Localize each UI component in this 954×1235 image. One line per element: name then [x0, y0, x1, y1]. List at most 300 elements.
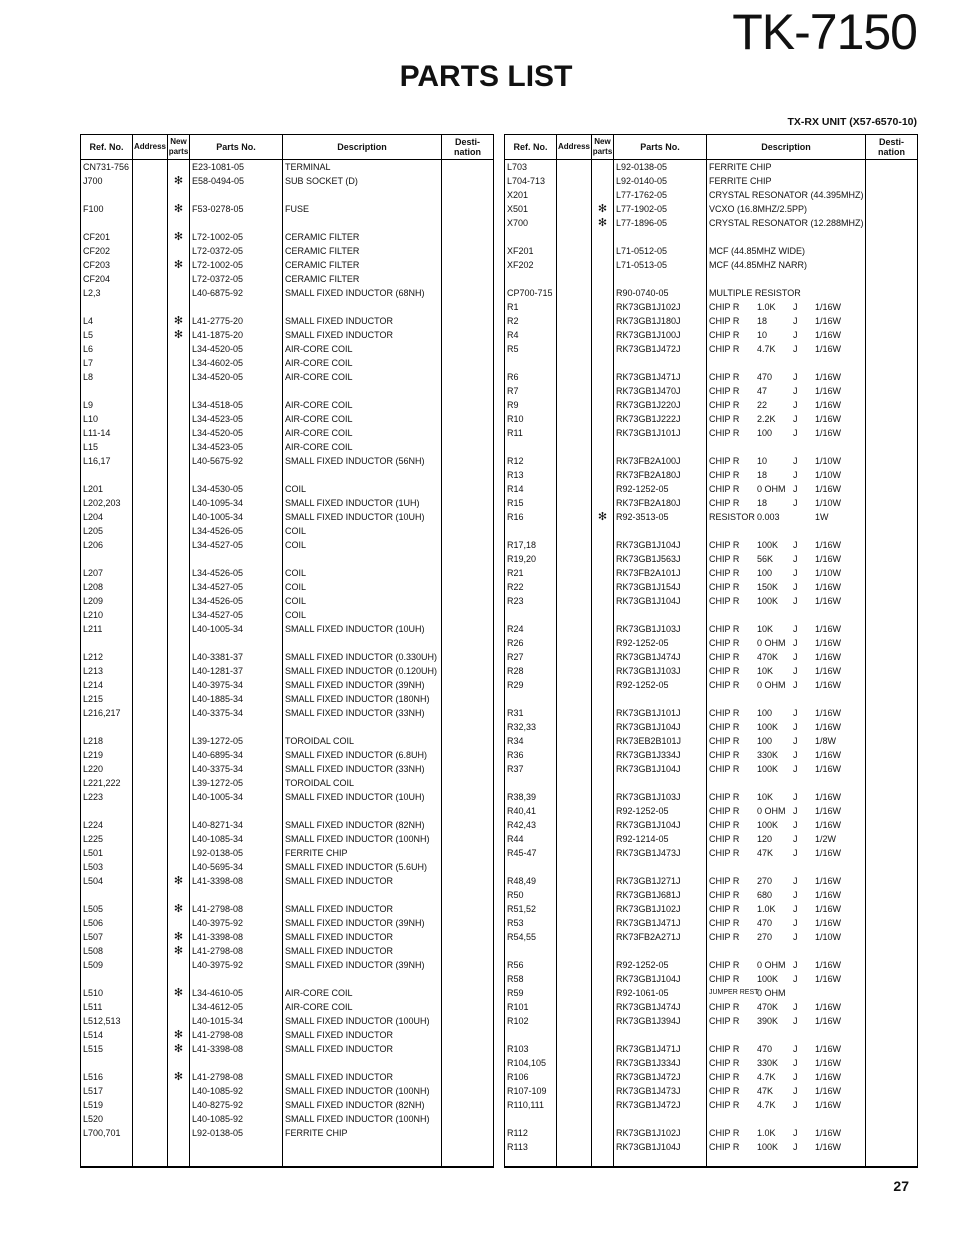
parts-no: L40-1005-34	[192, 512, 244, 522]
new-part-mark	[168, 1098, 189, 1112]
ref-no: R26	[507, 638, 524, 648]
description	[709, 538, 865, 552]
new-part-mark	[168, 762, 189, 776]
description: TOROIDAL COIL	[285, 778, 355, 788]
description: FERRITE CHIP	[709, 176, 772, 186]
description	[285, 300, 441, 314]
desc-value: 10K	[757, 792, 774, 802]
description: FERRITE CHIP	[709, 162, 772, 172]
parts-no: RK73EB2B101J	[616, 736, 682, 746]
desc-tolerance: J	[793, 386, 798, 396]
parts-no	[616, 944, 706, 958]
parts-no: L34-4518-05	[192, 400, 244, 410]
parts-no: RK73GB1J102J	[616, 1128, 681, 1138]
description	[709, 930, 865, 944]
description: SMALL FIXED INDUCTOR (6.8UH)	[285, 750, 428, 760]
description	[709, 566, 865, 580]
parts-no: L40-1015-34	[192, 1016, 244, 1026]
description: COIL	[285, 526, 307, 536]
parts-no: RK73FB2A180J	[616, 498, 681, 508]
ref-no: L2,3	[83, 288, 101, 298]
parts-no: L92-0138-05	[192, 1128, 244, 1138]
desc-type: CHIP R	[709, 1142, 740, 1152]
header-address: Address	[133, 135, 168, 160]
new-part-mark	[168, 1084, 189, 1098]
parts-no: L40-3975-34	[192, 680, 244, 690]
ref-no: L204	[83, 512, 104, 522]
description: CERAMIC FILTER	[285, 232, 360, 242]
ref-no: R11	[507, 428, 523, 438]
new-part-mark	[168, 594, 189, 608]
desc-type: CHIP R	[709, 372, 740, 382]
description: SMALL FIXED INDUCTOR (82NH)	[285, 820, 425, 830]
parts-no: L72-1002-05	[192, 260, 244, 270]
parts-no: L77-1762-05	[616, 190, 668, 200]
description: SMALL FIXED INDUCTOR	[285, 330, 394, 340]
new-part-mark	[592, 286, 613, 300]
ref-no: X501	[507, 204, 529, 214]
header-parts-no: Parts No.	[190, 135, 283, 160]
desc-value: 0 OHM	[757, 960, 786, 970]
new-part-mark: ✻	[173, 259, 184, 271]
desc-rating: 1/16W	[815, 876, 842, 886]
desc-rating: 1/16W	[815, 596, 842, 606]
ref-no: L209	[83, 596, 104, 606]
desc-tolerance: J	[793, 316, 798, 326]
ref-no: CF202	[83, 246, 111, 256]
ref-no: L221,222	[83, 778, 121, 788]
parts-no: L71-0512-05	[616, 246, 668, 256]
parts-no: L41-2798-08	[192, 904, 244, 914]
description: SMALL FIXED INDUCTOR (39NH)	[285, 680, 425, 690]
description	[709, 650, 865, 664]
description: SMALL FIXED INDUCTOR (100NH)	[285, 1114, 430, 1124]
address-column	[133, 160, 168, 1168]
parts-no: RK73GB1J180J	[616, 316, 681, 326]
description	[709, 902, 865, 916]
description	[709, 510, 865, 524]
description: SMALL FIXED INDUCTOR (5.6UH)	[285, 862, 428, 872]
ref-no: R40,41	[507, 806, 537, 816]
desc-tolerance: J	[793, 554, 798, 564]
new-parts-column	[592, 160, 614, 1168]
new-part-mark	[168, 580, 189, 594]
desc-tolerance: J	[793, 820, 798, 830]
parts-no: R92-1252-05	[616, 680, 669, 690]
new-part-mark: ✻	[173, 231, 184, 243]
parts-no: L40-8271-34	[192, 820, 244, 830]
ref-no: R59	[507, 988, 524, 998]
parts-no: RK73FB2A100J	[616, 456, 681, 466]
new-part-mark	[592, 524, 613, 538]
description	[709, 1014, 865, 1028]
parts-no: L77-1896-05	[616, 218, 668, 228]
desc-rating: 1/16W	[815, 1002, 842, 1012]
description	[709, 230, 865, 244]
desc-rating: 1/10W	[815, 932, 842, 942]
ref-no	[83, 1056, 132, 1070]
parts-no: L40-1085-92	[192, 1114, 244, 1124]
description	[709, 818, 865, 832]
ref-no	[83, 216, 132, 230]
new-part-mark	[592, 916, 613, 930]
description	[709, 636, 865, 650]
description: MCF (44.85MHZ WIDE)	[709, 246, 806, 256]
ref-no: R16	[507, 512, 524, 522]
ref-no: L505	[83, 904, 104, 914]
description	[709, 1000, 865, 1014]
new-part-mark	[168, 440, 189, 454]
desc-rating: 1/10W	[815, 568, 842, 578]
desc-value: 100K	[757, 540, 779, 550]
desc-type: CHIP R	[709, 890, 740, 900]
parts-no: L40-3375-34	[192, 708, 244, 718]
description	[709, 622, 865, 636]
new-parts-column	[168, 160, 190, 1168]
desc-type: CHIP R	[709, 960, 740, 970]
new-part-mark	[168, 790, 189, 804]
desc-tolerance: J	[793, 834, 798, 844]
parts-no	[616, 1112, 706, 1126]
ref-no: CF201	[83, 232, 111, 242]
parts-no	[616, 440, 706, 454]
new-part-mark	[168, 342, 189, 356]
description	[709, 1070, 865, 1084]
parts-no: R92-1252-05	[616, 806, 669, 816]
description	[285, 1056, 441, 1070]
new-part-mark: ✻	[173, 1029, 184, 1041]
parts-no: L77-1902-05	[616, 204, 668, 214]
desc-value: 0.003	[757, 512, 780, 522]
ref-no: R58	[507, 974, 524, 984]
desc-type: CHIP R	[709, 708, 740, 718]
ref-no: L223	[83, 792, 104, 802]
description	[709, 986, 865, 1000]
desc-type: CHIP R	[709, 344, 740, 354]
desc-rating: 1/16W	[815, 1128, 842, 1138]
ref-no: L224	[83, 820, 104, 830]
description	[709, 664, 865, 678]
description: COIL	[285, 540, 307, 550]
new-part-mark	[168, 748, 189, 762]
new-part-mark	[592, 482, 613, 496]
new-part-mark	[168, 384, 189, 398]
header-ref: Ref. No.	[505, 135, 557, 160]
new-part-mark	[592, 188, 613, 202]
desc-rating: 1/16W	[815, 960, 842, 970]
description: SMALL FIXED INDUCTOR (1UH)	[285, 498, 420, 508]
parts-no: E23-1081-05	[192, 162, 245, 172]
ref-no: R50	[507, 890, 524, 900]
ref-no: R10	[507, 414, 524, 424]
parts-no: L34-4602-05	[192, 358, 244, 368]
ref-no: R51,52	[507, 904, 537, 914]
parts-no: RK73GB1J473J	[616, 848, 681, 858]
parts-no: RK73GB1J472J	[616, 1100, 681, 1110]
new-part-mark	[592, 664, 613, 678]
desc-rating: 1/10W	[815, 498, 842, 508]
description: COIL	[285, 484, 307, 494]
desc-type: CHIP R	[709, 932, 740, 942]
desc-type: CHIP R	[709, 302, 740, 312]
new-part-mark	[592, 496, 613, 510]
new-part-mark	[168, 972, 189, 986]
parts-no: RK73GB1J103J	[616, 666, 681, 676]
ref-no: CP700-715	[507, 288, 553, 298]
desc-tolerance: J	[793, 806, 798, 816]
description	[285, 384, 441, 398]
description: FERRITE CHIP	[285, 848, 348, 858]
description: TOROIDAL COIL	[285, 736, 355, 746]
ref-no: R5	[507, 344, 519, 354]
new-part-mark	[592, 384, 613, 398]
desc-tolerance: J	[793, 764, 798, 774]
parts-no	[192, 384, 282, 398]
new-part-mark	[592, 608, 613, 622]
desc-tolerance	[793, 510, 815, 524]
ref-no: R37	[507, 764, 524, 774]
ref-no	[507, 776, 556, 790]
ref-no: R1	[507, 302, 519, 312]
desc-type: CHIP R	[709, 414, 740, 424]
parts-no: L41-2775-20	[192, 316, 244, 326]
desc-rating: 1/16W	[815, 624, 842, 634]
new-part-mark	[168, 398, 189, 412]
ref-no: L214	[83, 680, 104, 690]
desc-tolerance: J	[793, 792, 798, 802]
ref-no: R2	[507, 316, 519, 326]
desc-tolerance: J	[793, 470, 798, 480]
new-part-mark	[168, 664, 189, 678]
ref-no: R15	[507, 498, 524, 508]
parts-no: L34-4523-05	[192, 442, 244, 452]
ref-no	[83, 384, 132, 398]
new-part-mark	[592, 454, 613, 468]
desc-type: CHIP R	[709, 918, 740, 928]
ref-no: L218	[83, 736, 104, 746]
parts-no: L40-1005-34	[192, 792, 244, 802]
desc-tolerance: J	[793, 1142, 798, 1152]
new-part-mark	[168, 846, 189, 860]
desc-rating: 1/16W	[815, 1044, 842, 1054]
new-part-mark	[592, 860, 613, 874]
ref-no: R24	[507, 624, 524, 634]
new-part-mark	[592, 930, 613, 944]
ref-no: L517	[83, 1086, 104, 1096]
new-part-mark	[592, 874, 613, 888]
description	[709, 482, 865, 496]
ref-no: CF204	[83, 274, 111, 284]
desc-type: CHIP R	[709, 1002, 740, 1012]
description: SMALL FIXED INDUCTOR	[285, 904, 394, 914]
desc-value: 470	[757, 918, 773, 928]
ref-no: L207	[83, 568, 104, 578]
desc-value: 47K	[757, 1086, 774, 1096]
desc-type: CHIP R	[709, 666, 740, 676]
new-part-mark: ✻	[173, 903, 184, 915]
desc-type: CHIP R	[709, 330, 740, 340]
ref-no: L520	[83, 1114, 104, 1124]
desc-rating: 1/10W	[815, 456, 842, 466]
desc-value: 0 OHM	[757, 988, 786, 998]
ref-no: R13	[507, 470, 524, 480]
description	[709, 720, 865, 734]
parts-no: RK73GB1J474J	[616, 652, 681, 662]
desc-value: 270	[757, 876, 773, 886]
desc-tolerance: J	[793, 1128, 798, 1138]
new-part-mark	[168, 412, 189, 426]
new-part-mark	[168, 692, 189, 706]
parts-no: RK73GB1J104J	[616, 722, 681, 732]
desc-value: 470K	[757, 1002, 779, 1012]
ref-no: L4	[83, 316, 94, 326]
parts-no: L34-4520-05	[192, 344, 244, 354]
parts-no	[192, 188, 282, 202]
parts-no: E58-0494-05	[192, 176, 245, 186]
description: SMALL FIXED INDUCTOR	[285, 876, 394, 886]
new-part-mark	[592, 230, 613, 244]
new-part-mark	[592, 412, 613, 426]
desc-rating: 1/10W	[815, 470, 842, 480]
description	[709, 552, 865, 566]
description: AIR-CORE COIL	[285, 372, 353, 382]
desc-tolerance: J	[793, 680, 798, 690]
desc-rating: 1/16W	[815, 792, 842, 802]
new-part-mark: ✻	[597, 203, 608, 215]
ref-no	[507, 440, 556, 454]
ref-no	[83, 552, 132, 566]
ref-no: L514	[83, 1030, 104, 1040]
desc-type: CHIP R	[709, 764, 740, 774]
description: SMALL FIXED INDUCTOR	[285, 932, 394, 942]
desc-rating: 1/16W	[815, 820, 842, 830]
desc-tolerance: J	[793, 876, 798, 886]
desc-rating: 1/16W	[815, 330, 842, 340]
new-part-mark	[168, 1126, 189, 1140]
new-part-mark	[592, 1140, 613, 1154]
parts-no: L40-6895-34	[192, 750, 244, 760]
desc-rating: 1/16W	[815, 554, 842, 564]
desc-value: 22	[757, 400, 768, 410]
parts-no: R92-1214-05	[616, 834, 669, 844]
description	[709, 832, 865, 846]
desc-value: 1.0K	[757, 1128, 776, 1138]
desc-type: CHIP R	[709, 596, 740, 606]
ref-no: L512,513	[83, 1016, 121, 1026]
parts-no: RK73GB1J104J	[616, 764, 681, 774]
parts-no: L40-6875-92	[192, 288, 244, 298]
description: SMALL FIXED INDUCTOR (100UH)	[285, 1016, 430, 1026]
description: SMALL FIXED INDUCTOR (180NH)	[285, 694, 430, 704]
new-part-mark	[592, 720, 613, 734]
ref-no: L202,203	[83, 498, 121, 508]
desc-rating: 1/16W	[815, 1072, 842, 1082]
desc-type: CHIP R	[709, 1072, 740, 1082]
new-part-mark	[168, 776, 189, 790]
ref-no	[83, 804, 132, 818]
new-part-mark	[592, 678, 613, 692]
desc-tolerance: J	[793, 708, 798, 718]
parts-no: L40-5675-92	[192, 456, 244, 466]
description: AIR-CORE COIL	[285, 344, 353, 354]
ref-no: L501	[83, 848, 104, 858]
desc-value: 10	[757, 330, 768, 340]
new-part-mark	[168, 1056, 189, 1070]
description	[709, 608, 865, 622]
parts-no	[192, 720, 282, 734]
ref-no: R42,43	[507, 820, 537, 830]
new-part-mark	[168, 216, 189, 230]
description	[709, 1028, 865, 1042]
description: CERAMIC FILTER	[285, 246, 360, 256]
desc-value: 4.7K	[757, 1072, 776, 1082]
new-part-mark	[592, 1042, 613, 1056]
new-part-mark	[592, 440, 613, 454]
desc-value: 100K	[757, 722, 779, 732]
parts-no: RK73GB1J104J	[616, 596, 681, 606]
new-part-mark	[592, 1112, 613, 1126]
desc-value: 18	[757, 498, 768, 508]
ref-no: L201	[83, 484, 104, 494]
parts-no: RK73GB1J103J	[616, 792, 681, 802]
desc-type: CHIP R	[709, 582, 740, 592]
desc-tolerance: J	[793, 666, 798, 676]
parts-no: RK73GB1J102J	[616, 302, 681, 312]
description	[285, 552, 441, 566]
parts-no: RK73GB1J103J	[616, 624, 681, 634]
ref-no: L515	[83, 1044, 104, 1054]
parts-no: L41-2798-08	[192, 1072, 244, 1082]
parts-no: RK73GB1J334J	[616, 1058, 681, 1068]
description	[709, 426, 865, 440]
new-part-mark	[592, 1084, 613, 1098]
new-part-mark	[168, 720, 189, 734]
parts-no: L41-1875-20	[192, 330, 244, 340]
description: SMALL FIXED INDUCTOR (33NH)	[285, 764, 425, 774]
description	[285, 216, 441, 230]
desc-tolerance: J	[793, 918, 798, 928]
parts-no: L41-3398-08	[192, 876, 244, 886]
header-description: Description	[707, 135, 866, 160]
ref-no	[507, 608, 556, 622]
new-part-mark	[592, 804, 613, 818]
description	[709, 384, 865, 398]
desc-tolerance: J	[793, 330, 798, 340]
header-destination: Desti- nation	[442, 135, 494, 160]
desc-type: JUMPER REST	[709, 989, 759, 996]
parts-no: R92-1252-05	[616, 638, 669, 648]
new-part-mark	[168, 468, 189, 482]
desc-rating: 1/16W	[815, 806, 842, 816]
desc-type: CHIP R	[709, 834, 740, 844]
desc-type: CHIP R	[709, 1100, 740, 1110]
desc-value: 330K	[757, 1058, 779, 1068]
parts-no: L40-5695-34	[192, 862, 244, 872]
desc-value: 100K	[757, 596, 779, 606]
description: SMALL FIXED INDUCTOR	[285, 1030, 394, 1040]
ref-no: R28	[507, 666, 524, 676]
parts-no: F53-0278-05	[192, 204, 244, 214]
ref-no: L215	[83, 694, 104, 704]
parts-no: RK73GB1J334J	[616, 750, 681, 760]
description: AIR-CORE COIL	[285, 428, 353, 438]
new-part-mark	[592, 552, 613, 566]
parts-no: L40-1281-37	[192, 666, 244, 676]
desc-value: 2.2K	[757, 414, 776, 424]
desc-value: 1.0K	[757, 904, 776, 914]
ref-no: R31	[507, 708, 524, 718]
ref-no: L16,17	[83, 456, 111, 466]
